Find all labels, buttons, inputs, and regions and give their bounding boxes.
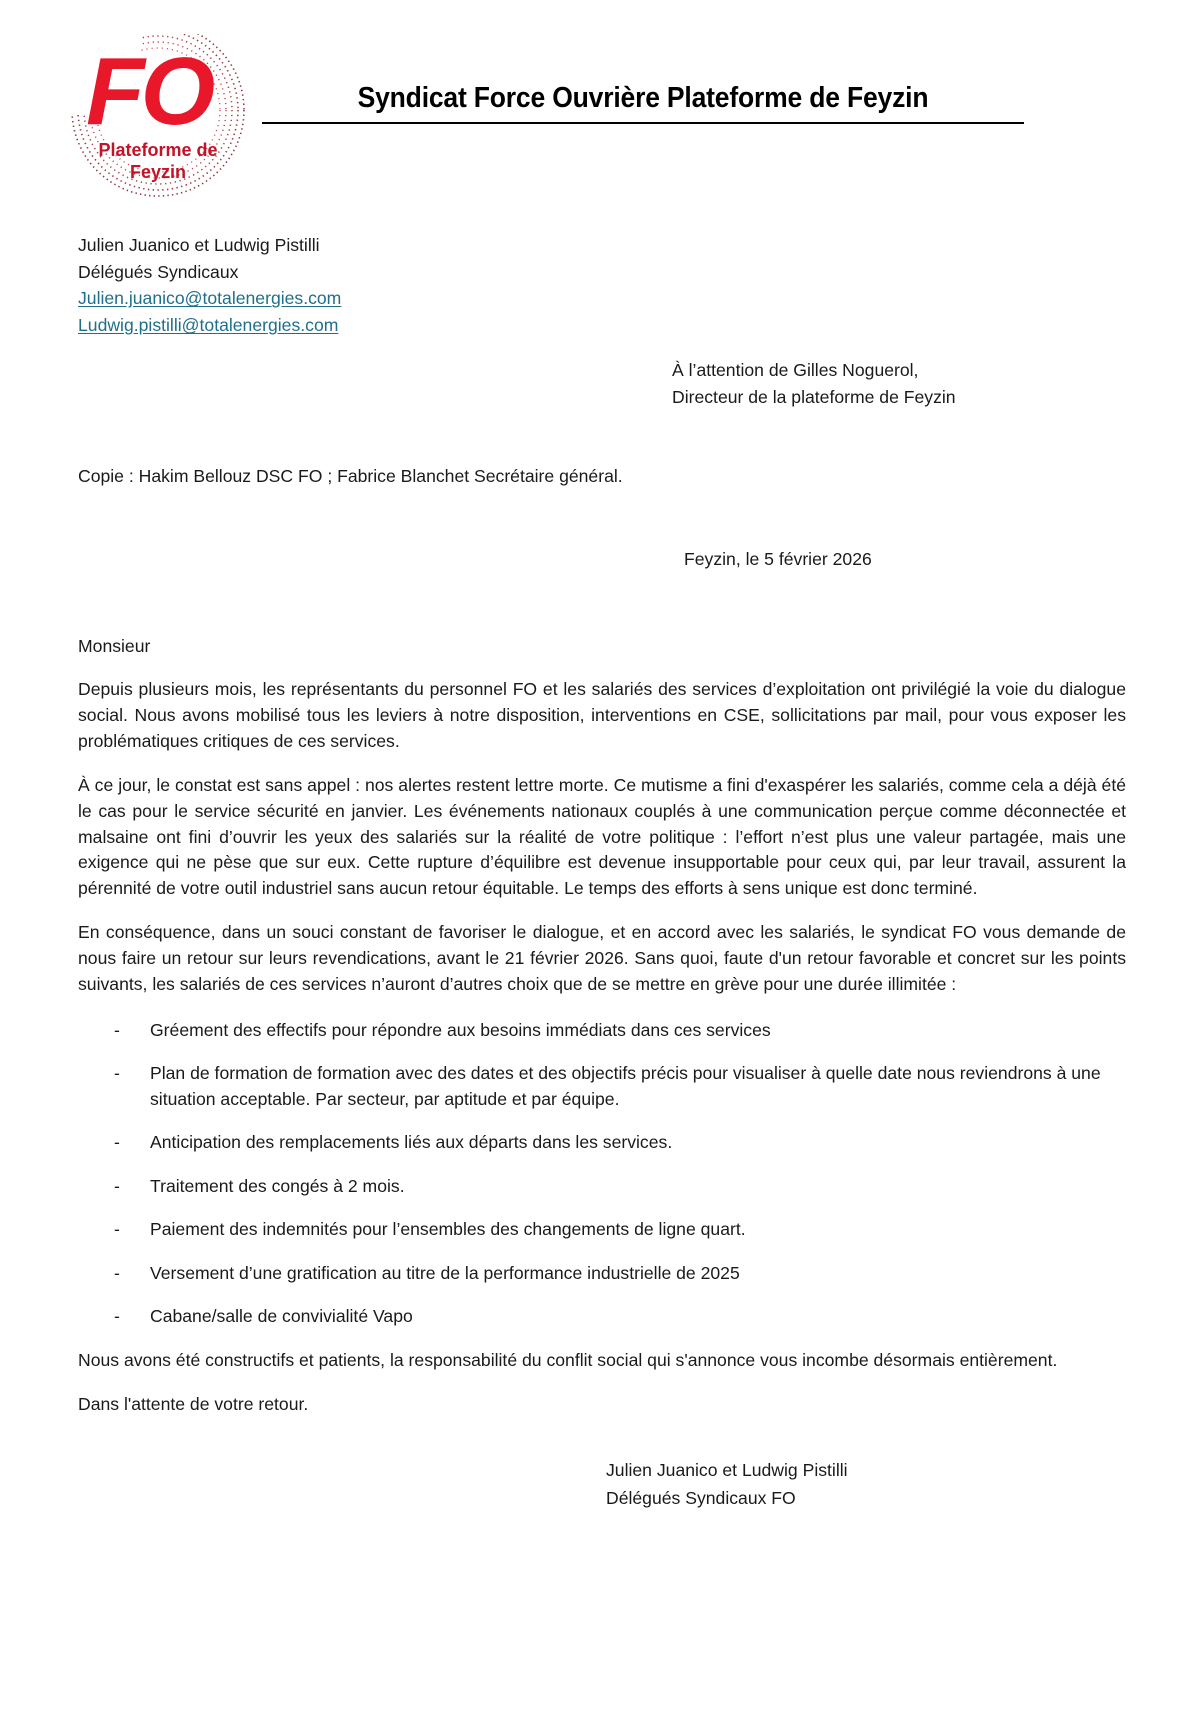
header-divider (262, 122, 1024, 124)
recipient-line-2: Directeur de la plateforme de Feyzin (672, 386, 956, 407)
date-line: Feyzin, le 5 février 2026 (684, 549, 872, 570)
letter-header (0, 0, 1200, 210)
closing-paragraph-2: Dans l'attente de votre retour. (78, 1393, 309, 1414)
bullet-marker: - (114, 1132, 120, 1153)
bullet-marker: - (114, 1063, 120, 1084)
salutation: Monsieur (78, 636, 151, 657)
list-item-text: Plan de formation de formation avec des dates et des objectifs précis pour visualiser à quelle date nous reviendrons à une situation acceptable. Par secteur, par aptitude et par équipe. (150, 1063, 1101, 1109)
list-item-text: Paiement des indemnités pour l’ensembles des changements de ligne quart. (150, 1219, 746, 1240)
sender-email-2[interactable]: Ludwig.pistilli@totalenergies.com (78, 315, 339, 336)
list-item (78, 1217, 1126, 1243)
list-item (78, 1130, 1126, 1156)
bullet-marker: - (114, 1306, 120, 1327)
svg-text:FO: FO (86, 38, 212, 145)
recipient-block (672, 357, 1126, 410)
bullet-marker: - (114, 1262, 120, 1283)
logo-subtitle-line1: Plateforme de (98, 140, 218, 160)
list-item (78, 1261, 1126, 1287)
list-item-text: Anticipation des remplacements liés aux départs dans les services. (150, 1132, 673, 1153)
list-item (78, 1018, 1126, 1044)
logo-subtitle-line2: Feyzin (129, 162, 187, 182)
list-item-text: Traitement des congés à 2 mois. (150, 1175, 405, 1196)
page-bottom-spacer (78, 1512, 1126, 1732)
signature-role: Délégués Syndicaux FO (606, 1487, 796, 1508)
fo-logo (62, 18, 258, 198)
sender-email-1[interactable]: Julien.juanico@totalenergies.com (78, 288, 342, 309)
paragraph-2: À ce jour, le constat est sans appel : nos alertes restent lettre morte. Ce mutisme a fini d'exaspérer les salariés, comme cela a déjà été le cas pour le service sécurité en janvier. Les événements nationaux couplés à une communication perçue comme déconnectée et malsaine ont fini d’ouvrir les yeux des salariés sur la réalité de votre politique : l’effort n’est plus une valeur partagée, mais une exigence qui ne pèse que sur eux. Cette rupture d’équilibre est devenue insupportable pour ceux qui, par leur travail, assurent la pérennité de votre outil industriel sans aucun retour équitable. Le temps des efforts à sens unique est donc terminé. (78, 774, 1126, 899)
recipient-line-1: À l’attention de Gilles Noguerol, (672, 359, 919, 380)
list-item-text: Cabane/salle de convivialité Vapo (150, 1306, 413, 1327)
list-item-text: Versement d’une gratification au titre de la performance industrielle de 2025 (150, 1262, 740, 1283)
list-item (78, 1061, 1126, 1112)
bullet-marker: - (114, 1219, 120, 1240)
signature-names: Julien Juanico et Ludwig Pistilli (606, 1460, 848, 1481)
bullet-marker: - (114, 1175, 120, 1196)
sender-role: Délégués Syndicaux (78, 261, 239, 282)
list-item-text: Gréement des effectifs pour répondre aux besoins immédiats dans ces services (150, 1019, 771, 1040)
list-item (78, 1174, 1126, 1200)
list-item (78, 1304, 1126, 1330)
signature-block (606, 1457, 1126, 1512)
bullet-marker: - (114, 1019, 120, 1040)
header-title-block (262, 82, 1024, 124)
page-title: Syndicat Force Ouvrière Plateforme de Feyzin (357, 82, 929, 114)
paragraph-3: En conséquence, dans un souci constant de favoriser le dialogue, et en accord avec les salariés, le syndicat FO vous demande de nous faire un retour sur leurs revendications, avant le 21 février 2026. Sans quoi, faute d'un retour favorable et concret sur les points suivants, les salariés de ces services n’auront d’autres choix que de se mettre en grève pour une durée illimitée : (78, 922, 1126, 994)
copy-line: Copie : Hakim Bellouz DSC FO ; Fabrice Blanchet Secrétaire général. (78, 466, 623, 487)
demands-list (78, 1018, 1126, 1330)
sender-block (78, 232, 1126, 339)
paragraph-1: Depuis plusieurs mois, les représentants du personnel FO et les salariés des services d’exploitation ont privilégié la voie du dialogue social. Nous avons mobilisé tous les leviers à notre disposition, interventions en CSE, sollicitations par mail, pour vous exposer les problématiques critiques de ces services. (78, 679, 1126, 752)
letter-body (0, 232, 1200, 1732)
closing-paragraph-1: Nous avons été constructifs et patients, la responsabilité du conflit social qui s'annonce vous incombe désormais entièrement. (78, 1349, 1058, 1370)
sender-names: Julien Juanico et Ludwig Pistilli (78, 235, 320, 255)
fo-logo-icon (62, 18, 258, 198)
